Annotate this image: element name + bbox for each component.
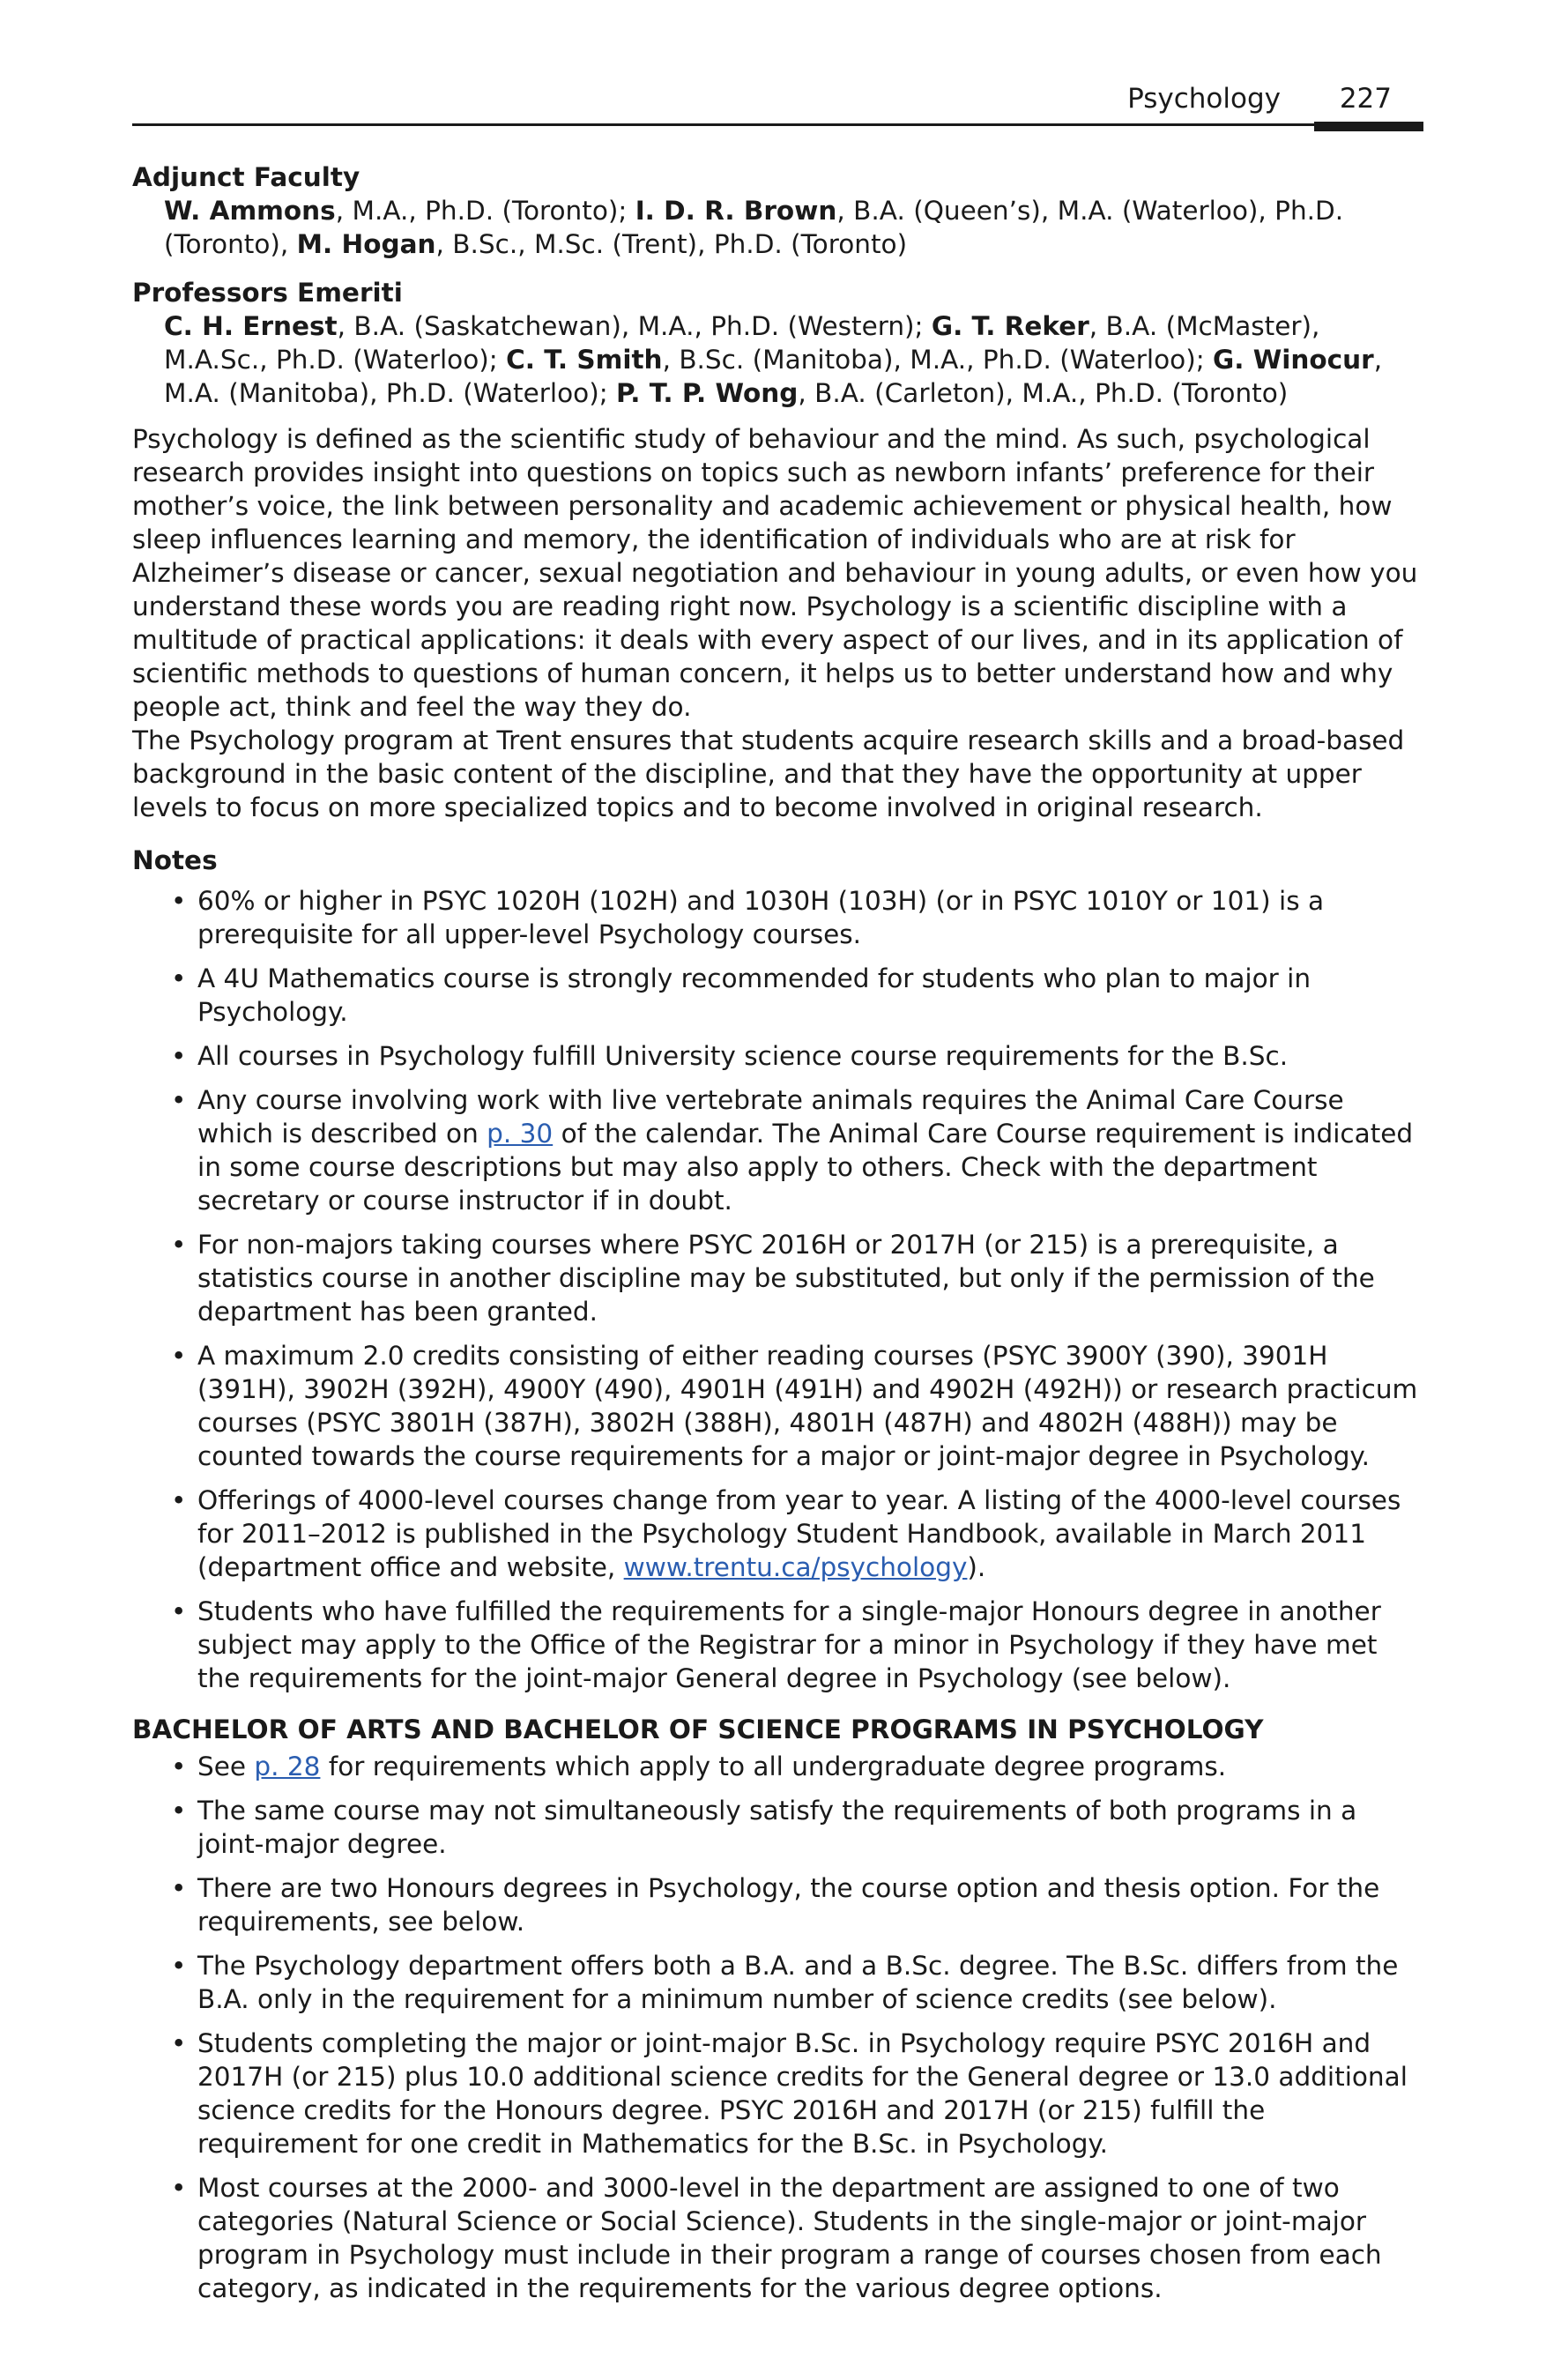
list-item: [132, 1039, 1423, 1073]
program-text: Students completing the major or joint-major B.Sc. in Psychology require PSYC 2016H and 2017H (or 215) plus 10.0 additional science credits for the General degree or 13.0 additional science credits for the Honours degree. PSYC 2016H and 2017H (or 215) fulfill the requirement for one credit in Mathematics for the B.Sc. in Psychology.: [197, 2028, 1408, 2159]
intro-paragraph: Psychology is defined as the scientific study of behaviour and the mind. As such, psychological research provides insight into questions on topics such as newborn infants’ preference for their mother’s voice, the link between personality and academic achievement or physical health, how sleep influences learning and memory, the identification of individuals who are at risk for Alzheimer’s disease or cancer, sexual negotiation and behaviour in young adults, or even how you understand these words you are reading right now. Psychology is a scientific discipline with a multitude of practical applications: it deals with every aspect of our lives, and in its application of scientific methods to questions of human concern, it helps us to better understand how and why people act, think and feel the way they do.: [132, 424, 1418, 722]
page-30-link[interactable]: p. 30: [487, 1119, 554, 1149]
faculty-name: I. D. R. Brown: [635, 196, 837, 226]
page-number: 227: [1339, 83, 1392, 115]
list-item: [132, 1228, 1423, 1328]
bullet-icon: •: [171, 1041, 187, 1071]
list-item: [132, 1949, 1423, 2016]
list-item: [132, 1871, 1423, 1938]
bullet-icon: •: [171, 1230, 187, 1260]
note-text: Any course involving work with live vertebrate animals requires the Animal Care Course which is described on: [197, 1085, 1344, 1149]
bullet-icon: •: [171, 963, 187, 993]
intro-section: [132, 422, 1423, 824]
note-text: A 4U Mathematics course is strongly recommended for students who plan to major in Psychology.: [197, 963, 1312, 1027]
running-head-section: Psychology: [1127, 83, 1281, 115]
list-item: [132, 2027, 1423, 2161]
professors-emeriti-section: [132, 276, 1423, 410]
notes-list: [132, 884, 1423, 1695]
programs-heading: BACHELOR OF ARTS AND BACHELOR OF SCIENCE PROGRAMS IN PSYCHOLOGY: [132, 1714, 1264, 1744]
program-text: There are two Honours degrees in Psychology, the course option and thesis option. For the requirements, see below.: [197, 1873, 1380, 1937]
faculty-name: C. T. Smith: [506, 345, 663, 375]
list-item: [132, 2171, 1423, 2305]
list-item: [132, 1339, 1423, 1473]
page-28-link[interactable]: p. 28: [254, 1752, 321, 1781]
faculty-degrees: , B.A. (Saskatchewan), M.A., Ph.D. (Western);: [337, 311, 932, 341]
adjunct-faculty-heading: Adjunct Faculty: [132, 162, 360, 192]
faculty-degrees: , M.A., Ph.D. (Toronto);: [335, 196, 635, 226]
note-text: Students who have fulfilled the requirements for a single-major Honours degree in another subject may apply to the Office of the Registrar for a minor in Psychology if they have met the requirements for the joint-major General degree in Psychology (see below).: [197, 1596, 1381, 1693]
header-rule-block: [1314, 122, 1423, 131]
bullet-icon: •: [171, 1485, 187, 1515]
faculty-name: C. H. Ernest: [164, 311, 338, 341]
note-text: A maximum 2.0 credits consisting of either reading courses (PSYC 3900Y (390), 3901H (391H), 3902H (392H), 4900Y (490), 4901H (491H) and 4902H (492H)) or research practicum courses (PSYC 3801H (387H), 3802H (388H), 4801H (487H) and 4802H (488H)) may be counted towards the course requirements for a major or joint-major degree in Psychology.: [197, 1341, 1418, 1471]
faculty-degrees: , B.A. (Carleton), M.A., Ph.D. (Toronto): [798, 378, 1289, 408]
program-text: for requirements which apply to all undergraduate degree programs.: [320, 1752, 1227, 1781]
faculty-name: M. Hogan: [296, 229, 436, 259]
faculty-degrees: , B.A. (McMaster), M.A.Sc., Ph.D. (Waterloo);: [164, 311, 1320, 375]
psychology-website-link[interactable]: www.trentu.ca/psychology: [623, 1552, 968, 1582]
programs-list: [132, 1750, 1423, 2305]
program-text: Most courses at the 2000- and 3000-level in the department are assigned to one of two categories (Natural Science or Social Science). Students in the single-major or joint-major program in Psychology must include in their program a range of courses chosen from each category, as indicated in the requirements for the various degree options.: [197, 2173, 1382, 2303]
faculty-degrees: , M.A. (Manitoba), Ph.D. (Waterloo);: [164, 345, 1383, 408]
bullet-icon: •: [171, 1596, 187, 1626]
professors-emeriti-heading: Professors Emeriti: [132, 278, 403, 308]
list-item: [132, 1595, 1423, 1695]
page-content: [132, 160, 1423, 2316]
list-item: [132, 1794, 1423, 1861]
note-text: of the calendar. The Animal Care Course requirement is indicated in some course descriptions but may also apply to others. Check with the department secretary or course instructor if in doubt.: [197, 1119, 1414, 1216]
note-text: ).: [967, 1552, 986, 1582]
bullet-icon: •: [171, 1796, 187, 1826]
list-item: [132, 1083, 1423, 1217]
adjunct-faculty-list: [132, 194, 1423, 261]
bullet-icon: •: [171, 2028, 187, 2058]
page-header: [132, 76, 1423, 126]
bullet-icon: •: [171, 1951, 187, 1981]
notes-heading: Notes: [132, 845, 218, 875]
bullet-icon: •: [171, 2173, 187, 2203]
bullet-icon: •: [171, 1873, 187, 1903]
note-text: All courses in Psychology fulfill University science course requirements for the B.Sc.: [197, 1041, 1289, 1071]
program-text: The Psychology department offers both a B.A. and a B.Sc. degree. The B.Sc. differs from the B.A. only in the requirement for a minimum number of science credits (see below).: [197, 1951, 1399, 2014]
professors-emeriti-list: [132, 309, 1423, 410]
bullet-icon: •: [171, 1752, 187, 1781]
faculty-degrees: , B.Sc. (Manitoba), M.A., Ph.D. (Waterloo);: [662, 345, 1214, 375]
programs-section: [132, 1713, 1423, 2305]
faculty-name: P. T. P. Wong: [616, 378, 799, 408]
faculty-name: G. Winocur: [1213, 345, 1374, 375]
intro-paragraph: The Psychology program at Trent ensures that students acquire research skills and a broad-based background in the basic content of the discipline, and that they have the opportunity at upper levels to focus on more specialized topics and to become involved in original research.: [132, 725, 1405, 822]
notes-section: [132, 844, 1423, 1695]
bullet-icon: •: [171, 886, 187, 916]
note-text: 60% or higher in PSYC 1020H (102H) and 1030H (103H) (or in PSYC 1010Y or 101) is a prerequisite for all upper-level Psychology courses.: [197, 886, 1325, 949]
faculty-degrees: , B.Sc., M.Sc. (Trent), Ph.D. (Toronto): [435, 229, 908, 259]
list-item: [132, 884, 1423, 951]
faculty-name: G. T. Reker: [931, 311, 1089, 341]
list-item: [132, 1484, 1423, 1584]
adjunct-faculty-section: [132, 160, 1423, 261]
faculty-name: W. Ammons: [164, 196, 336, 226]
faculty-degrees: , B.A. (Queen’s), M.A. (Waterloo), Ph.D. (Toronto),: [164, 196, 1344, 259]
program-text: See: [197, 1752, 255, 1781]
list-item: [132, 962, 1423, 1029]
note-text: For non-majors taking courses where PSYC 2016H or 2017H (or 215) is a prerequisite, a statistics course in another discipline may be substituted, but only if the permission of the department has been granted.: [197, 1230, 1375, 1327]
bullet-icon: •: [171, 1085, 187, 1115]
bullet-icon: •: [171, 1341, 187, 1371]
note-text: Offerings of 4000-level courses change from year to year. A listing of the 4000-level courses for 2011–2012 is published in the Psychology Student Handbook, available in March 2011 (department office and website,: [197, 1485, 1401, 1582]
program-text: The same course may not simultaneously satisfy the requirements of both programs in a joint-major degree.: [197, 1796, 1357, 1859]
list-item: [132, 1750, 1423, 1783]
